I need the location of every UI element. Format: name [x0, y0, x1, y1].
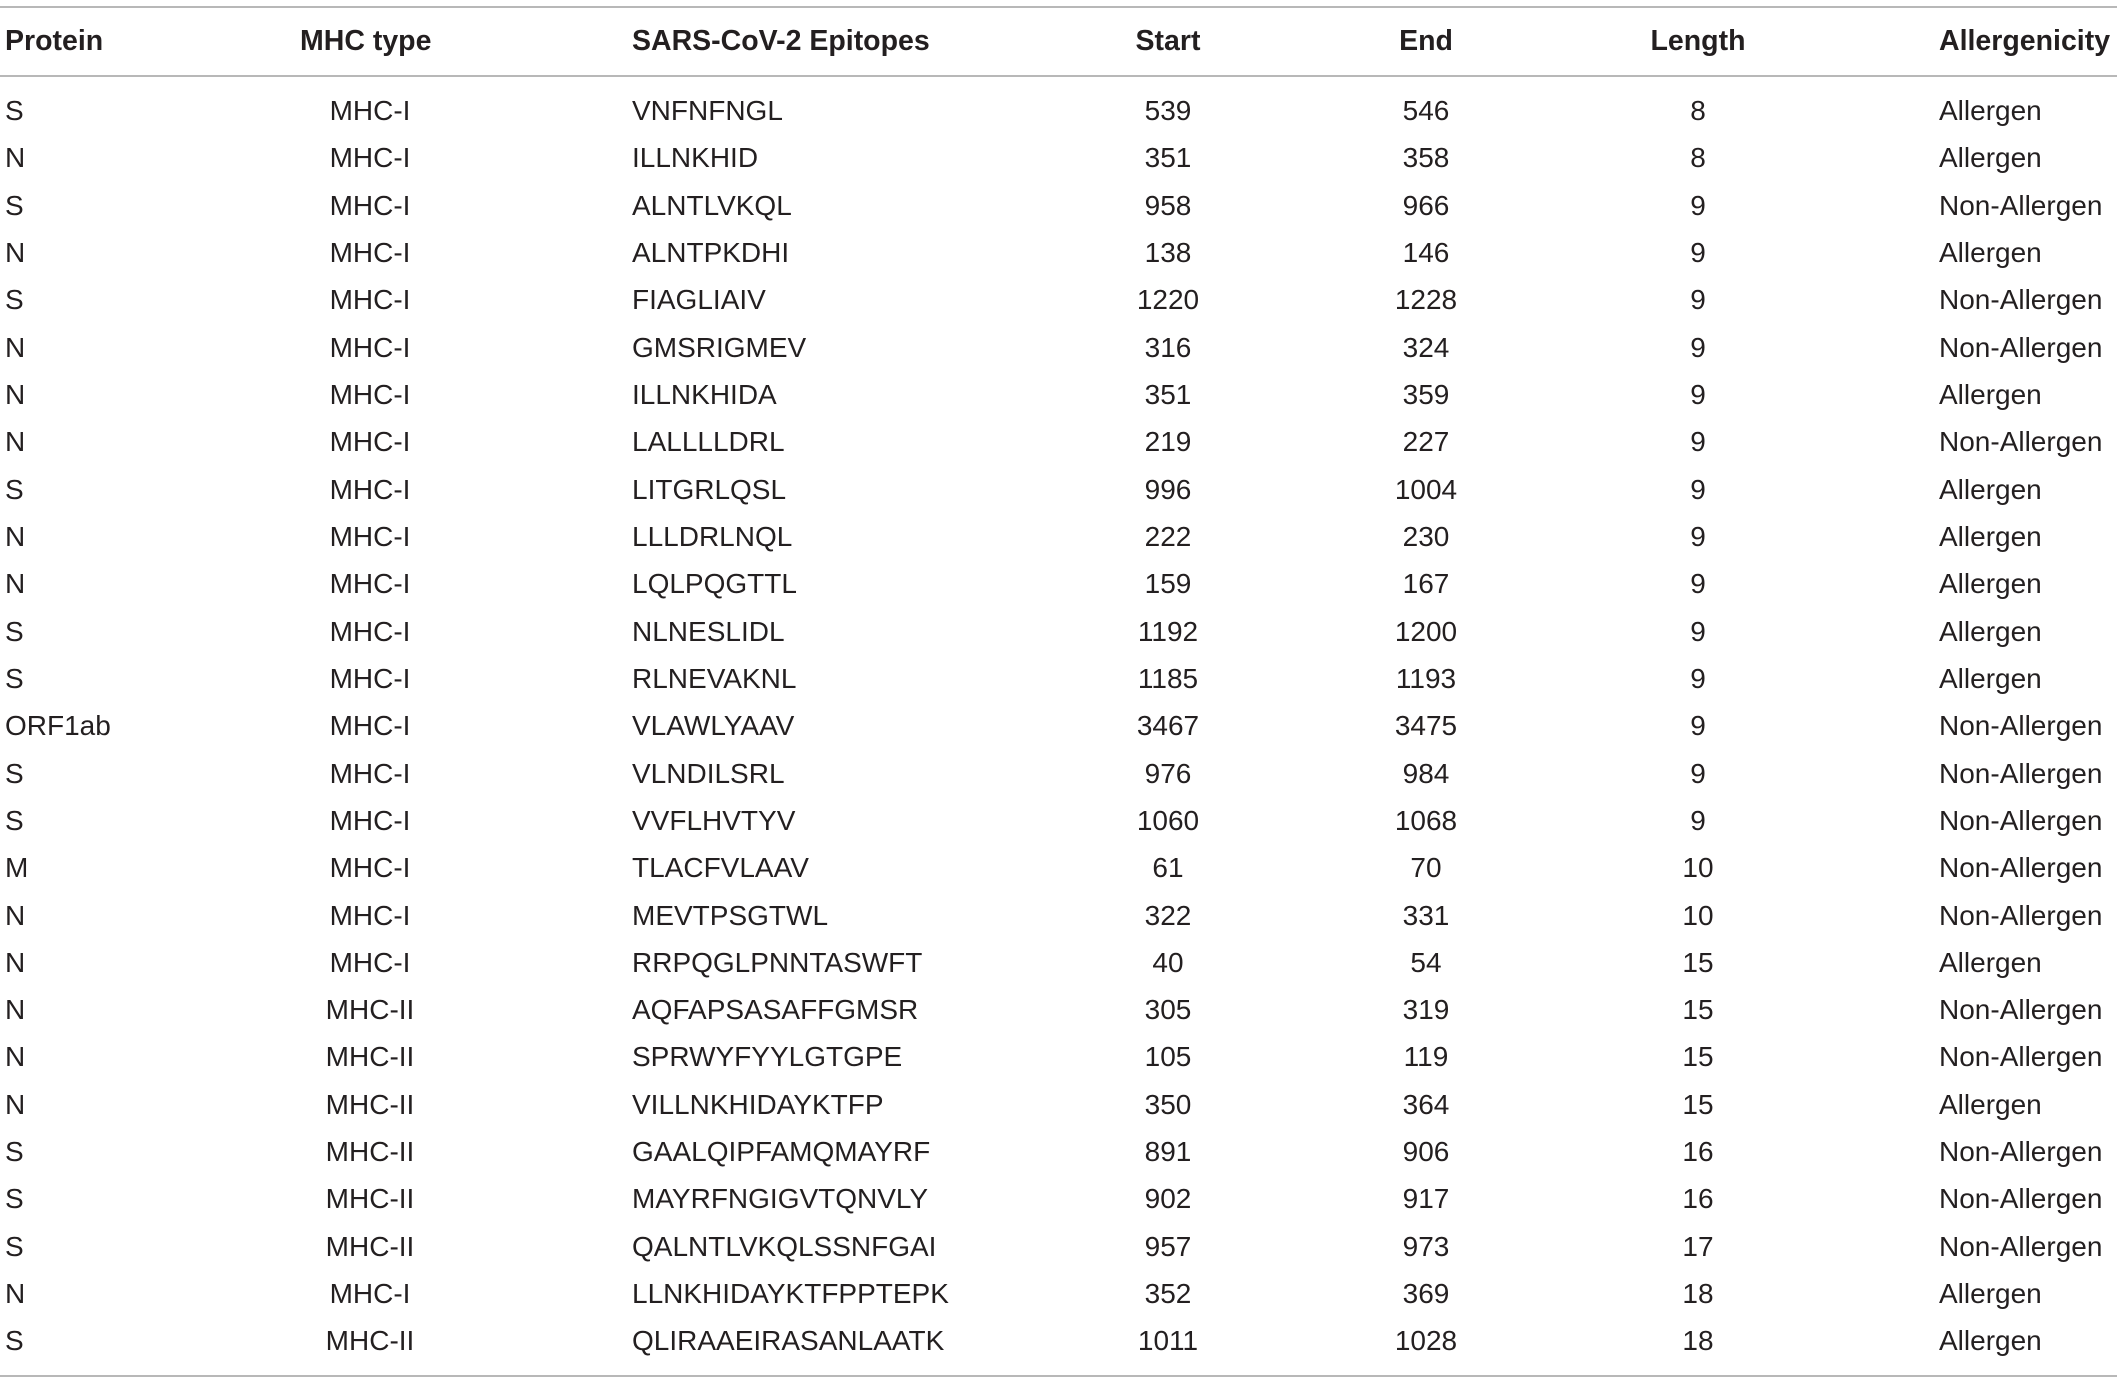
cell-allergenicity: Non-Allergen [1939, 1041, 2103, 1073]
cell-epitope: VILLNKHIDAYKTFP [632, 1088, 884, 1120]
cell-allergenicity: Allergen [1939, 95, 2042, 126]
cell-epitope: RRPQGLPNNTASWFT [632, 946, 923, 978]
cell-epitope: FIAGLIAIV [632, 284, 766, 316]
cell-start: 159 [1144, 568, 1192, 600]
cell-allergenicity: Allergen [1939, 1088, 2042, 1120]
table-row [0, 324, 2117, 371]
cell-protein: ORF1ab [5, 710, 111, 742]
header-allergenicity: Allergenicity [1939, 25, 2111, 57]
cell-allergenicity: Non-Allergen [1939, 284, 2103, 316]
cell-epitope: LLLDRLNQL [632, 520, 793, 552]
cell-epitope: VVFLHVTYV [632, 804, 796, 836]
cell-protein: S [5, 95, 24, 126]
table-row [0, 1270, 2117, 1317]
table-row [0, 371, 2117, 418]
cell-allergenicity: Allergen [1939, 946, 2042, 978]
cell-protein: N [5, 568, 26, 600]
table-row [0, 1317, 2117, 1364]
cell-epitope: VLAWLYAAV [632, 710, 795, 742]
cell-end: 364 [1402, 1088, 1450, 1120]
cell-end: 146 [1402, 237, 1450, 268]
cell-start: 105 [1144, 1041, 1192, 1073]
cell-mhc-type: MHC-II [325, 1183, 415, 1215]
cell-mhc-type: MHC-II [325, 994, 415, 1026]
cell-mhc-type: MHC-I [329, 946, 411, 978]
cell-protein: N [5, 899, 26, 931]
cell-length: 8 [1690, 95, 1706, 126]
table-row [0, 1223, 2117, 1270]
cell-allergenicity: Non-Allergen [1939, 899, 2103, 931]
table-row [0, 750, 2117, 797]
cell-allergenicity: Non-Allergen [1939, 710, 2103, 742]
cell-end: 54 [1410, 946, 1442, 978]
cell-epitope: GMSRIGMEV [632, 331, 807, 363]
cell-length: 9 [1690, 615, 1706, 647]
cell-mhc-type: MHC-I [329, 662, 411, 694]
cell-start: 1192 [1137, 615, 1199, 647]
cell-protein: S [5, 1325, 24, 1357]
cell-mhc-type: MHC-I [329, 1278, 411, 1309]
cell-end: 1068 [1394, 804, 1458, 836]
cell-allergenicity: Non-Allergen [1939, 331, 2103, 363]
cell-start: 1011 [1137, 1325, 1199, 1357]
cell-start: 976 [1144, 757, 1192, 789]
cell-protein: M [5, 852, 29, 884]
cell-mhc-type: MHC-I [329, 378, 411, 410]
cell-start: 40 [1152, 946, 1184, 978]
cell-allergenicity: Non-Allergen [1939, 1230, 2103, 1262]
cell-epitope: TLACFVLAAV [632, 852, 809, 884]
cell-end: 1228 [1394, 284, 1458, 316]
cell-end: 3475 [1394, 710, 1458, 742]
cell-length: 9 [1690, 284, 1706, 316]
table-row [0, 560, 2117, 607]
table-bottom-rule [0, 1375, 2117, 1377]
cell-length: 9 [1690, 189, 1706, 221]
cell-allergenicity: Allergen [1939, 520, 2042, 552]
table-row [0, 276, 2117, 323]
cell-allergenicity: Non-Allergen [1939, 852, 2103, 884]
table-row [0, 466, 2117, 513]
cell-epitope: NLNESLIDL [632, 615, 785, 647]
cell-protein: N [5, 1041, 26, 1073]
cell-mhc-type: MHC-I [329, 568, 411, 600]
table-row [0, 418, 2117, 465]
cell-mhc-type: MHC-I [329, 473, 411, 505]
cell-mhc-type: MHC-I [329, 852, 411, 884]
cell-start: 352 [1144, 1278, 1192, 1309]
table-row [0, 182, 2117, 229]
cell-mhc-type: MHC-I [329, 899, 411, 931]
cell-length: 9 [1690, 804, 1706, 836]
cell-protein: S [5, 662, 24, 694]
cell-protein: N [5, 946, 26, 978]
cell-epitope: LQLPQGTTL [632, 568, 797, 600]
cell-allergenicity: Non-Allergen [1939, 994, 2103, 1026]
cell-start: 1185 [1137, 662, 1199, 694]
cell-allergenicity: Non-Allergen [1939, 804, 2103, 836]
cell-start: 902 [1144, 1183, 1192, 1215]
cell-allergenicity: Allergen [1939, 615, 2042, 647]
cell-protein: N [5, 994, 26, 1026]
cell-start: 957 [1144, 1230, 1192, 1262]
cell-epitope: QALNTLVKQLSSNFGAI [632, 1230, 937, 1262]
cell-length: 9 [1690, 426, 1706, 458]
cell-start: 958 [1144, 189, 1192, 221]
cell-protein: S [5, 1183, 24, 1215]
table-header-row [0, 17, 2117, 65]
cell-length: 10 [1682, 899, 1714, 931]
cell-length: 18 [1682, 1325, 1714, 1357]
cell-end: 1193 [1395, 662, 1457, 694]
cell-start: 351 [1144, 378, 1192, 410]
cell-mhc-type: MHC-I [329, 804, 411, 836]
cell-length: 9 [1690, 378, 1706, 410]
cell-epitope: LITGRLQSL [632, 473, 787, 505]
cell-mhc-type: MHC-I [329, 142, 411, 174]
cell-start: 61 [1152, 852, 1184, 884]
cell-epitope: MEVTPSGTWL [632, 899, 829, 931]
cell-protein: N [5, 1088, 26, 1120]
cell-epitope: ILLNKHIDA [632, 378, 777, 410]
cell-allergenicity: Allergen [1939, 568, 2042, 600]
cell-protein: N [5, 331, 26, 363]
cell-mhc-type: MHC-I [329, 710, 411, 742]
cell-protein: S [5, 1230, 24, 1262]
cell-length: 15 [1682, 994, 1714, 1026]
cell-end: 1004 [1394, 473, 1458, 505]
cell-mhc-type: MHC-I [329, 426, 411, 458]
cell-mhc-type: MHC-II [325, 1088, 415, 1120]
cell-start: 138 [1144, 237, 1192, 268]
cell-end: 70 [1410, 852, 1442, 884]
header-mhc-type: MHC type [300, 25, 432, 57]
table-row [0, 939, 2117, 986]
cell-epitope: ILLNKHID [632, 142, 759, 174]
cell-mhc-type: MHC-I [329, 189, 411, 221]
cell-epitope: VNFNFNGL [632, 95, 783, 126]
cell-protein: S [5, 757, 24, 789]
cell-protein: N [5, 1278, 26, 1309]
cell-length: 9 [1690, 331, 1706, 363]
cell-epitope: RLNEVAKNL [632, 662, 797, 694]
cell-epitope: SPRWYFYYLGTGPE [632, 1041, 903, 1073]
cell-protein: S [5, 284, 24, 316]
cell-epitope: LALLLLDRL [632, 426, 785, 458]
cell-start: 3467 [1136, 710, 1200, 742]
cell-end: 227 [1402, 426, 1450, 458]
cell-allergenicity: Non-Allergen [1939, 1136, 2103, 1168]
table-row [0, 986, 2117, 1033]
cell-length: 17 [1682, 1230, 1714, 1262]
cell-mhc-type: MHC-II [325, 1230, 415, 1262]
cell-end: 973 [1402, 1230, 1450, 1262]
cell-length: 15 [1682, 946, 1714, 978]
header-protein: Protein [5, 25, 104, 57]
cell-epitope: VLNDILSRL [632, 757, 785, 789]
table-row [0, 797, 2117, 844]
cell-length: 9 [1690, 473, 1706, 505]
cell-mhc-type: MHC-I [329, 331, 411, 363]
cell-protein: S [5, 804, 24, 836]
cell-epitope: MAYRFNGIGVTQNVLY [632, 1183, 929, 1215]
cell-end: 546 [1402, 95, 1450, 126]
cell-start: 1220 [1136, 284, 1200, 316]
cell-start: 351 [1144, 142, 1192, 174]
cell-epitope: AQFAPSASAFFGMSR [632, 994, 919, 1026]
cell-allergenicity: Non-Allergen [1939, 189, 2103, 221]
table-row [0, 892, 2117, 939]
cell-start: 350 [1144, 1088, 1192, 1120]
cell-end: 358 [1402, 142, 1450, 174]
cell-end: 230 [1402, 520, 1450, 552]
cell-end: 369 [1402, 1278, 1450, 1309]
header-end: End [1399, 25, 1453, 57]
cell-allergenicity: Non-Allergen [1939, 1183, 2103, 1215]
table-row [0, 844, 2117, 891]
cell-length: 15 [1682, 1041, 1714, 1073]
cell-end: 167 [1402, 568, 1450, 600]
cell-start: 1060 [1136, 804, 1200, 836]
cell-mhc-type: MHC-I [329, 520, 411, 552]
table-row [0, 134, 2117, 181]
cell-protein: S [5, 189, 24, 221]
cell-length: 9 [1690, 662, 1706, 694]
cell-mhc-type: MHC-I [329, 237, 411, 268]
header-start: Start [1135, 25, 1201, 57]
cell-length: 16 [1682, 1136, 1714, 1168]
cell-epitope: LLNKHIDAYKTFPPTEPK [632, 1278, 949, 1309]
cell-allergenicity: Allergen [1939, 142, 2042, 174]
cell-allergenicity: Non-Allergen [1939, 757, 2103, 789]
cell-mhc-type: MHC-I [329, 95, 411, 126]
cell-protein: N [5, 237, 26, 268]
cell-end: 324 [1402, 331, 1450, 363]
cell-allergenicity: Allergen [1939, 473, 2042, 505]
cell-length: 9 [1690, 520, 1706, 552]
header-length: Length [1650, 25, 1746, 57]
table-row [0, 1081, 2117, 1128]
table-row [0, 513, 2117, 560]
cell-length: 15 [1682, 1088, 1714, 1120]
cell-allergenicity: Allergen [1939, 378, 2042, 410]
cell-end: 119 [1403, 1041, 1449, 1073]
cell-protein: N [5, 142, 26, 174]
cell-mhc-type: MHC-I [329, 284, 411, 316]
cell-protein: S [5, 615, 24, 647]
cell-length: 10 [1682, 852, 1714, 884]
cell-epitope: ALNTPKDHI [632, 237, 790, 268]
cell-start: 316 [1144, 331, 1192, 363]
cell-length: 9 [1690, 568, 1706, 600]
cell-start: 222 [1144, 520, 1192, 552]
table-row [0, 1175, 2117, 1222]
cell-end: 359 [1402, 378, 1450, 410]
table-top-rule [0, 6, 2117, 8]
header-epitope: SARS-CoV-2 Epitopes [632, 25, 930, 57]
cell-end: 917 [1402, 1183, 1450, 1215]
cell-end: 1200 [1394, 615, 1458, 647]
cell-mhc-type: MHC-I [329, 757, 411, 789]
cell-start: 891 [1144, 1136, 1192, 1168]
cell-end: 1028 [1394, 1325, 1458, 1357]
cell-allergenicity: Allergen [1939, 1325, 2042, 1357]
cell-start: 539 [1144, 95, 1192, 126]
cell-allergenicity: Allergen [1939, 237, 2042, 268]
table-row [0, 1128, 2117, 1175]
cell-allergenicity: Allergen [1939, 1278, 2042, 1309]
table-row [0, 1033, 2117, 1080]
cell-start: 219 [1144, 426, 1192, 458]
cell-protein: N [5, 426, 26, 458]
cell-protein: S [5, 1136, 24, 1168]
table-row [0, 87, 2117, 134]
table-row [0, 702, 2117, 749]
table-header-rule [0, 75, 2117, 77]
cell-end: 331 [1402, 899, 1450, 931]
cell-length: 9 [1690, 710, 1706, 742]
cell-end: 966 [1402, 189, 1450, 221]
cell-mhc-type: MHC-II [325, 1325, 415, 1357]
cell-epitope: QLIRAAEIRASANLAATK [632, 1325, 945, 1357]
cell-end: 906 [1402, 1136, 1450, 1168]
table-row [0, 229, 2117, 276]
cell-mhc-type: MHC-II [325, 1136, 415, 1168]
cell-length: 8 [1690, 142, 1706, 174]
cell-length: 9 [1690, 757, 1706, 789]
cell-protein: N [5, 378, 26, 410]
cell-start: 322 [1144, 899, 1192, 931]
table-row [0, 608, 2117, 655]
cell-end: 984 [1402, 757, 1450, 789]
cell-mhc-type: MHC-II [325, 1041, 415, 1073]
cell-epitope: ALNTLVKQL [632, 189, 792, 221]
cell-start: 996 [1144, 473, 1192, 505]
cell-allergenicity: Allergen [1939, 662, 2042, 694]
cell-epitope: GAALQIPFAMQMAYRF [632, 1136, 931, 1168]
cell-length: 9 [1690, 237, 1706, 268]
cell-length: 18 [1682, 1278, 1714, 1309]
cell-mhc-type: MHC-I [329, 615, 411, 647]
cell-length: 16 [1682, 1183, 1714, 1215]
table-row [0, 655, 2117, 702]
cell-end: 319 [1402, 994, 1450, 1026]
cell-protein: S [5, 473, 24, 505]
cell-protein: N [5, 520, 26, 552]
cell-start: 305 [1144, 994, 1192, 1026]
cell-allergenicity: Non-Allergen [1939, 426, 2103, 458]
